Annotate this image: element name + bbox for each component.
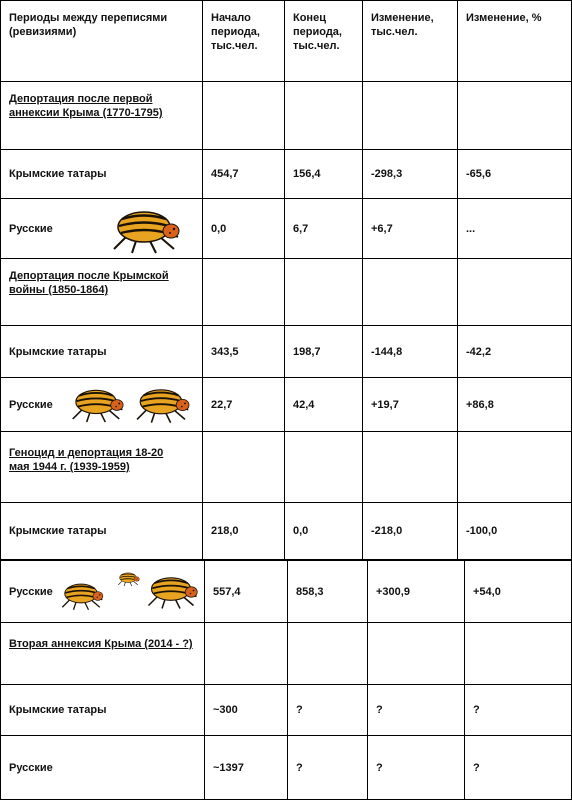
pct-cell	[458, 432, 572, 503]
pct-value: -100,0	[466, 525, 498, 537]
colorado-beetle-icon	[115, 569, 141, 589]
start-value: 22,7	[211, 398, 233, 411]
end-cell	[288, 560, 368, 623]
period-cell	[0, 736, 205, 800]
end-cell	[285, 82, 363, 150]
end-value: 156,4	[293, 168, 321, 180]
start-cell	[203, 326, 285, 378]
table-row	[0, 560, 572, 623]
section-title: Депортация после Крымской войны (1850-1864)	[9, 270, 169, 296]
start-cell	[203, 82, 285, 150]
change-value: -144,8	[371, 345, 403, 358]
end-cell	[285, 259, 363, 326]
change-value: +6,7	[371, 222, 393, 235]
change-cell	[368, 623, 465, 685]
group-label: Русские	[9, 761, 53, 774]
change-cell	[368, 685, 465, 736]
start-value: 557,4	[213, 585, 241, 598]
header-cell-start	[203, 0, 285, 82]
end-cell	[285, 503, 363, 560]
end-value: 198,7	[293, 345, 321, 358]
change-cell	[363, 82, 458, 150]
period-cell	[0, 685, 205, 736]
start-cell	[205, 623, 288, 685]
period-cell	[0, 82, 203, 150]
period-cell	[0, 199, 203, 259]
pct-value: ?	[473, 761, 480, 774]
group-label: Крымские татары	[9, 525, 107, 537]
pct-cell	[458, 82, 572, 150]
end-value: 42,4	[293, 398, 315, 411]
change-value: ?	[376, 704, 383, 716]
pct-cell	[458, 378, 572, 432]
table-row	[0, 685, 572, 736]
change-cell	[363, 259, 458, 326]
end-cell	[285, 150, 363, 199]
pct-cell	[465, 623, 572, 685]
change-cell	[363, 378, 458, 432]
change-cell	[363, 199, 458, 259]
start-value: ~1397	[213, 761, 244, 774]
period-cell	[0, 259, 203, 326]
pct-cell	[458, 150, 572, 199]
pct-cell	[465, 560, 572, 623]
change-cell	[363, 150, 458, 199]
end-value: ?	[296, 761, 303, 774]
end-cell	[285, 432, 363, 503]
end-value: 858,3	[296, 585, 324, 598]
group-label: Русские	[9, 585, 53, 598]
period-cell	[0, 560, 205, 623]
period-cell	[0, 432, 203, 503]
start-cell	[205, 736, 288, 800]
change-value: -218,0	[371, 525, 403, 537]
header-cell-pct	[458, 0, 572, 82]
group-label: Русские	[9, 222, 53, 235]
table-row	[0, 82, 572, 150]
start-value: 454,7	[211, 168, 239, 180]
group-label: Крымские татары	[9, 345, 107, 358]
start-value: 0,0	[211, 222, 227, 235]
table-row	[0, 199, 572, 259]
change-cell	[363, 326, 458, 378]
header-start-text: Начало периода, тыс.чел.	[211, 12, 260, 52]
period-cell	[0, 150, 203, 199]
pct-value: ?	[473, 704, 480, 716]
table-row	[0, 259, 572, 326]
pct-value: ...	[466, 222, 476, 235]
change-cell	[368, 560, 465, 623]
end-cell	[288, 736, 368, 800]
pct-cell	[458, 326, 572, 378]
pct-value: -65,6	[466, 168, 492, 180]
table-row	[0, 432, 572, 503]
table-row	[0, 326, 572, 378]
section-title: Вторая аннексия Крыма (2014 - ?)	[9, 638, 193, 650]
header-pct-text: Изменение, %	[466, 12, 542, 24]
group-label: Русские	[9, 398, 53, 411]
start-cell	[203, 432, 285, 503]
group-label: Крымские татары	[9, 704, 107, 716]
pct-cell	[458, 259, 572, 326]
pct-value: +54,0	[473, 585, 501, 598]
change-cell	[363, 432, 458, 503]
table-header-row	[0, 0, 572, 82]
start-cell	[205, 560, 288, 623]
period-cell	[0, 503, 203, 560]
pct-cell	[465, 685, 572, 736]
table-row	[0, 736, 572, 800]
colorado-beetle-icon	[103, 207, 185, 255]
start-cell	[203, 378, 285, 432]
end-cell	[285, 199, 363, 259]
colorado-beetle-icon	[65, 385, 127, 425]
change-value: +19,7	[371, 398, 399, 411]
end-cell	[288, 623, 368, 685]
change-value: -298,3	[371, 168, 403, 180]
pct-cell	[458, 199, 572, 259]
start-value: 343,5	[211, 345, 239, 358]
header-cell-period	[0, 0, 203, 82]
pct-value: +86,8	[466, 398, 494, 411]
header-change-text: Изменение, тыс.чел.	[371, 12, 434, 38]
start-value: 218,0	[211, 525, 239, 537]
group-label: Крымские татары	[9, 168, 107, 180]
section-title: Депортация после первой аннексии Крыма (1770-1795)	[9, 93, 163, 119]
table-row	[0, 503, 572, 560]
table-row	[0, 623, 572, 685]
pct-value: -42,2	[466, 345, 492, 358]
header-period-text: Периоды между переписями (ревизиями)	[9, 12, 168, 38]
period-cell	[0, 378, 203, 432]
header-cell-end	[285, 0, 363, 82]
pct-cell	[465, 736, 572, 800]
header-cell-change	[363, 0, 458, 82]
period-cell	[0, 623, 205, 685]
start-cell	[203, 503, 285, 560]
start-cell	[205, 685, 288, 736]
change-value: ?	[376, 761, 383, 774]
header-end-text: Конец периода, тыс.чел.	[293, 12, 342, 52]
section-title: Геноцид и депортация 18-20 мая 1944 г. (1939-1959)	[9, 447, 164, 473]
colorado-beetle-icon	[56, 579, 106, 613]
table-row	[0, 378, 572, 432]
change-value: +300,9	[376, 585, 410, 598]
end-value: ?	[296, 704, 303, 716]
start-cell	[203, 259, 285, 326]
change-cell	[363, 503, 458, 560]
start-cell	[203, 199, 285, 259]
end-cell	[285, 378, 363, 432]
end-cell	[285, 326, 363, 378]
pct-cell	[458, 503, 572, 560]
colorado-beetle-icon	[129, 385, 193, 425]
start-cell	[203, 150, 285, 199]
change-cell	[368, 736, 465, 800]
end-value: 6,7	[293, 222, 309, 235]
start-value: ~300	[213, 704, 238, 716]
end-value: 0,0	[293, 525, 309, 537]
end-cell	[288, 685, 368, 736]
table-row	[0, 150, 572, 199]
colorado-beetle-icon	[141, 571, 201, 613]
period-cell	[0, 326, 203, 378]
